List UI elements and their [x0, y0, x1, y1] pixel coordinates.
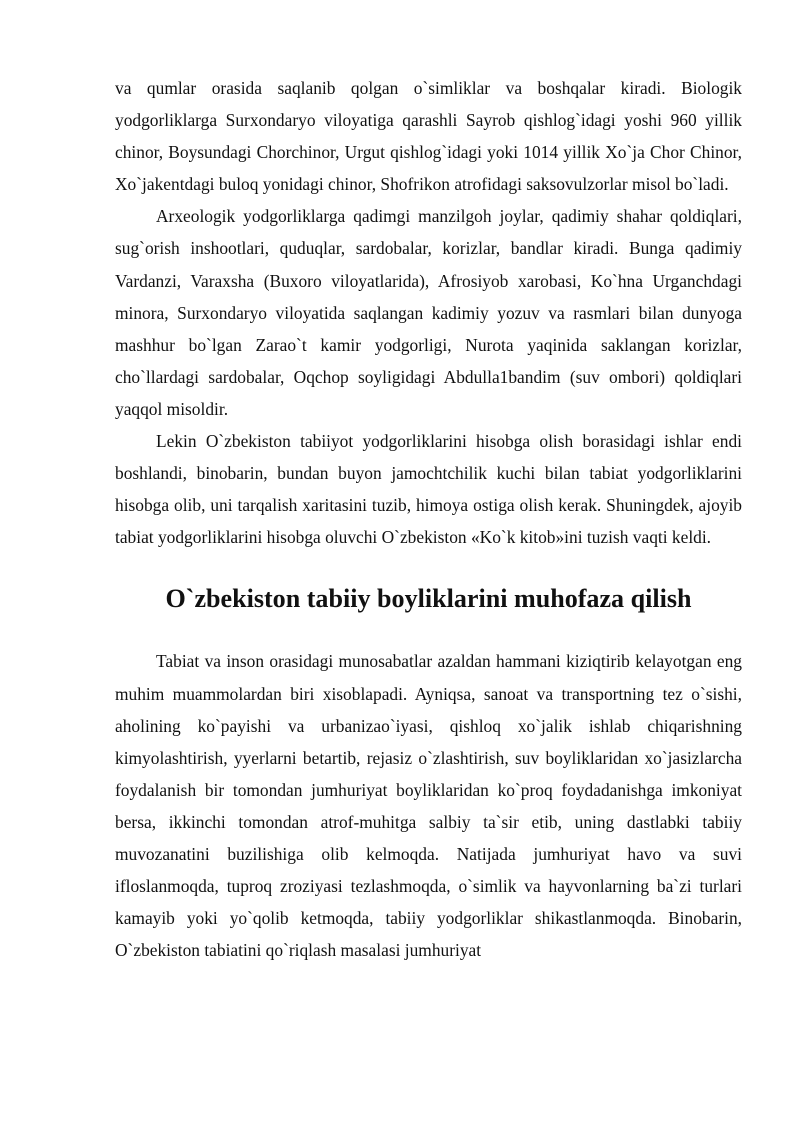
paragraph-nature-and-human: Tabiat va inson orasidagi munosabatlar azaldan hammani kiziqtirib kelayotgan eng muhim muammolardan biri xisoblapadi. Ayniqsa, sanoat va transportning tez o`sishi, aholining ko`payishi va urbanizao`iyasi, qishloq xo`jalik ishlab chiqarishning kimyolashtirish, yyerlarni betartib, rejasiz o`zlashtirish, suv boyliklaridan xo`jasizlarcha foydalanish bir tomondan jumhuriyat boyliklaridan ko`proq foydadanishga imkoniyat bersa, ikkinchi tomondan atrof-muhitga salbiy ta`sir etib, uning dastlabki tabiiy muvozanatini buzilishiga olib kelmoqda. Natijada jumhuriyat havo va suvi ifloslanmoqda, tuproq zroziyasi tezlashmoqda, o`simlik va hayvonlarning ba`zi turlari kamayib yoki yo`qolib ketmoqda, tabiiy yodgorliklar shikastlanmoqda. Binobarin, O`zbekiston tabiatini qo`riqlash masalasi jumhuriyat: [115, 651, 742, 961]
paragraph-biological-monuments: va qumlar orasida saqlanib qolgan o`simliklar va boshqalar kiradi. Biologik yodgorliklarga Surxondaryo viloyatiga qarashli Sayrob qishlog`idagi yoshi 960 yillik chinor, Boysundagi Chorchinor, Urgut qishlog`idagi yoki 1014 yillik Xo`ja Chor Chinor, Xo`jakentdagi buloq yonidagi chinor, Shofrikon atrofidagi saksovulzorlar misol bo`ladi.: [115, 78, 742, 195]
section-heading: O`zbekiston tabiiy boyliklarini muhofaza qilish: [165, 584, 692, 614]
document-page: [115, 72, 742, 966]
paragraph-nature-monuments-registry: Lekin O`zbekiston tabiiyot yodgorliklarini hisobga olish borasidagi ishlar endi boshlandi, binobarin, bundan buyon jamochtchilik kuchi bilan tabiat yodgorliklarini hisobga olib, uni tarqalish xaritasini tuzib, himoya ostiga olish kerak. Shuningdek, ajoyib tabiat yodgorliklarini hisobga oluvchi O`zbekiston «Ko`k kitob»ini tuzish vaqti keldi.: [115, 431, 742, 548]
paragraph-archaeological-monuments: Arxeologik yodgorliklarga qadimgi manzilgoh joylar, qadimiy shahar qoldiqlari, sug`orish inshootlari, quduqlar, sardobalar, korizlar, bandlar kiradi. Bunga qadimiy Vardanzi, Varaxsha (Buxoro viloyatlarida), Afrosiyob xarobasi, Ko`hna Urganchdagi minora, Surxondaryo viloyatida saqlangan kadimiy yozuv va rasmlari bilan dunyoga mashhur bo`lgan Zarao`t kamir yodgorligi, Nurota yaqinida saklangan korizlar, cho`llardagi sardobalar, Oqchop soyligidagi Abdulla1bandim (suv ombori) qoldiqlari yaqqol misoldir.: [115, 206, 742, 419]
